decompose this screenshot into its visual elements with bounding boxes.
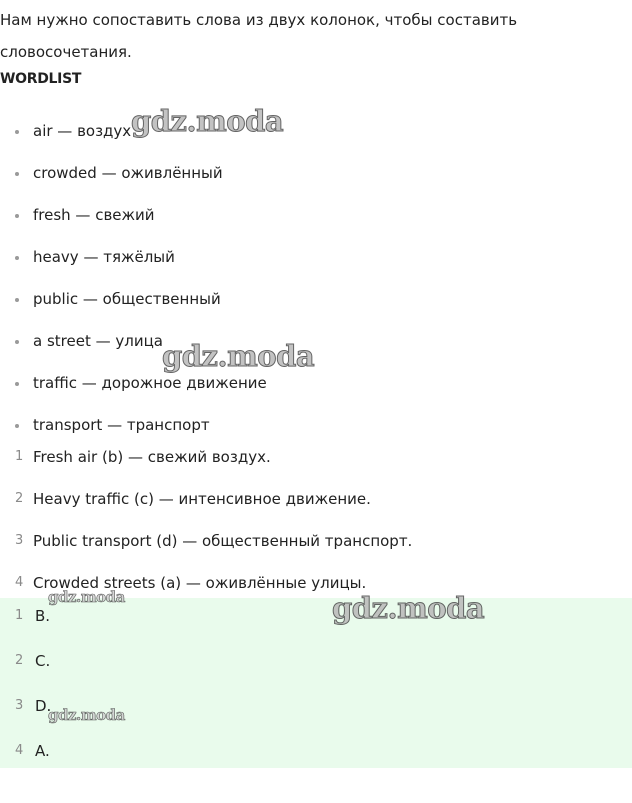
list-item-text: Fresh air (b) — свежий воздух. [33, 448, 271, 466]
bullet-icon [15, 298, 19, 302]
list-item [0, 693, 51, 738]
list-item-text: transport — транспорт [33, 416, 210, 434]
item-number: 1 [15, 449, 24, 464]
bullet-icon [15, 382, 19, 386]
watermark-logo: gdz.moda [131, 104, 284, 138]
list-item-text: Crowded streets (a) — оживлённые улицы. [33, 574, 367, 592]
list-item-text: fresh — свежий [33, 206, 155, 224]
list-item [0, 370, 267, 412]
list-item [0, 603, 51, 648]
answer-text: B. [35, 607, 51, 625]
list-item [0, 528, 412, 570]
answer-text: C. [35, 652, 51, 670]
list-item-text: Public transport (d) — общественный транспорт. [33, 532, 413, 550]
list-item-text: a street — улица [33, 332, 163, 350]
list-item [0, 286, 267, 328]
bullet-icon [15, 340, 19, 344]
list-item [0, 486, 412, 528]
item-number: 3 [15, 698, 24, 713]
task-intro: Нам нужно сопоставить слова из двух колонок, чтобы составить словосочетания. [0, 11, 518, 61]
list-item-text: heavy — тяжёлый [33, 248, 175, 266]
answer-box [0, 598, 632, 768]
list-item [0, 648, 51, 693]
bullet-icon [15, 424, 19, 428]
bullet-icon [15, 172, 19, 176]
item-number: 3 [15, 533, 24, 548]
list-item [0, 244, 267, 286]
list-item-text: air — воздух [33, 122, 132, 140]
item-number: 4 [15, 575, 24, 590]
watermark-logo: gdz.moda [162, 339, 315, 373]
list-item [0, 202, 267, 244]
answer-list [0, 603, 51, 783]
bullet-icon [15, 256, 19, 260]
watermark-logo: gdz.moda [48, 588, 125, 606]
item-number: 1 [15, 608, 24, 623]
bullet-icon [15, 214, 19, 218]
item-number: 2 [15, 653, 24, 668]
answer-text: D. [35, 697, 52, 715]
item-number: 4 [15, 743, 24, 758]
list-item-text: public — общественный [33, 290, 221, 308]
watermark-logo: gdz.moda [332, 591, 485, 625]
item-number: 2 [15, 491, 24, 506]
list-item [0, 444, 412, 486]
list-item-text: Heavy traffic (c) — интенсивное движение. [33, 490, 371, 508]
wordlist [0, 118, 267, 454]
list-item [0, 160, 267, 202]
wordlist-heading: WORDLIST [0, 71, 82, 87]
watermark-logo: gdz.moda [48, 706, 125, 724]
list-item-text: traffic — дорожное движение [33, 374, 267, 392]
phrase-list [0, 444, 412, 612]
bullet-icon [15, 130, 19, 134]
answer-text: A. [35, 742, 50, 760]
list-item-text: crowded — оживлённый [33, 164, 223, 182]
list-item [0, 738, 51, 783]
